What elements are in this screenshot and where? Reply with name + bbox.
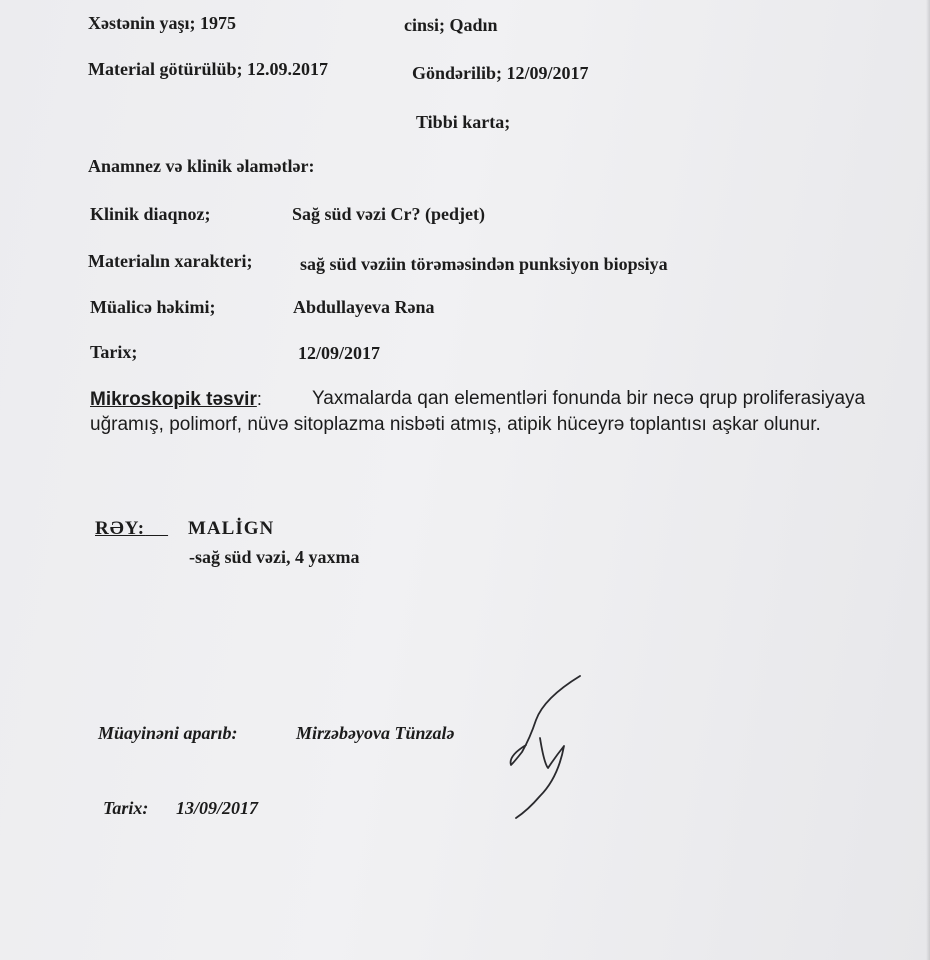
examiner-label: Müayinəni aparıb:: [98, 723, 238, 743]
anamnesis-label: Anamnez və klinik əlamətlər:: [88, 156, 315, 176]
clinical-diagnosis-label: Klinik diaqnoz;: [90, 204, 211, 224]
page-edge-shadow: [926, 0, 930, 960]
microscopy-label: Mikroskopik təsvir: [90, 389, 257, 410]
date-label: Tarix;: [90, 342, 138, 362]
material-type-value: sağ süd vəziin törəməsindən punksiyon biopsiya: [300, 254, 668, 274]
material-taken-date: Material götürülüb; 12.09.2017: [88, 59, 328, 79]
microscopy-colon: :: [256, 389, 272, 409]
conclusion-detail: -sağ süd vəzi, 4 yaxma: [189, 547, 360, 567]
material-type-label: Materialın xarakteri;: [88, 251, 253, 271]
microscopy-section: [90, 388, 272, 411]
doctor-value: Abdullayeva Rəna: [293, 297, 435, 317]
microscopy-line2: uğramış, polimorf, nüvə sitoplazma nisbəti atmış, atipik hüceyrə toplantısı aşkar olunur.: [90, 414, 821, 435]
patient-sex: cinsi; Qadın: [404, 15, 498, 35]
medical-card-label: Tibbi karta;: [416, 112, 511, 132]
date-value: 12/09/2017: [298, 343, 381, 363]
doctor-label: Müalicə həkimi;: [90, 297, 216, 317]
signature-image: [500, 668, 590, 828]
conclusion-label: RƏY:: [95, 518, 146, 539]
microscopy-line1: Yaxmalarda qan elementləri fonunda bir necə qrup proliferasiyaya: [312, 388, 866, 409]
footer-date-value: 13/09/2017: [176, 798, 259, 818]
footer-date-label: Tarix:: [103, 798, 149, 818]
clinical-diagnosis-value: Sağ süd vəzi Cr? (pedjet): [292, 204, 485, 224]
examiner-name: Mirzəbəyova Tünzalə: [296, 723, 455, 743]
patient-age: Xəstənin yaşı; 1975: [88, 13, 236, 33]
conclusion-diagnosis: MALİGN: [188, 518, 275, 539]
sent-date: Göndərilib; 12/09/2017: [412, 63, 589, 83]
